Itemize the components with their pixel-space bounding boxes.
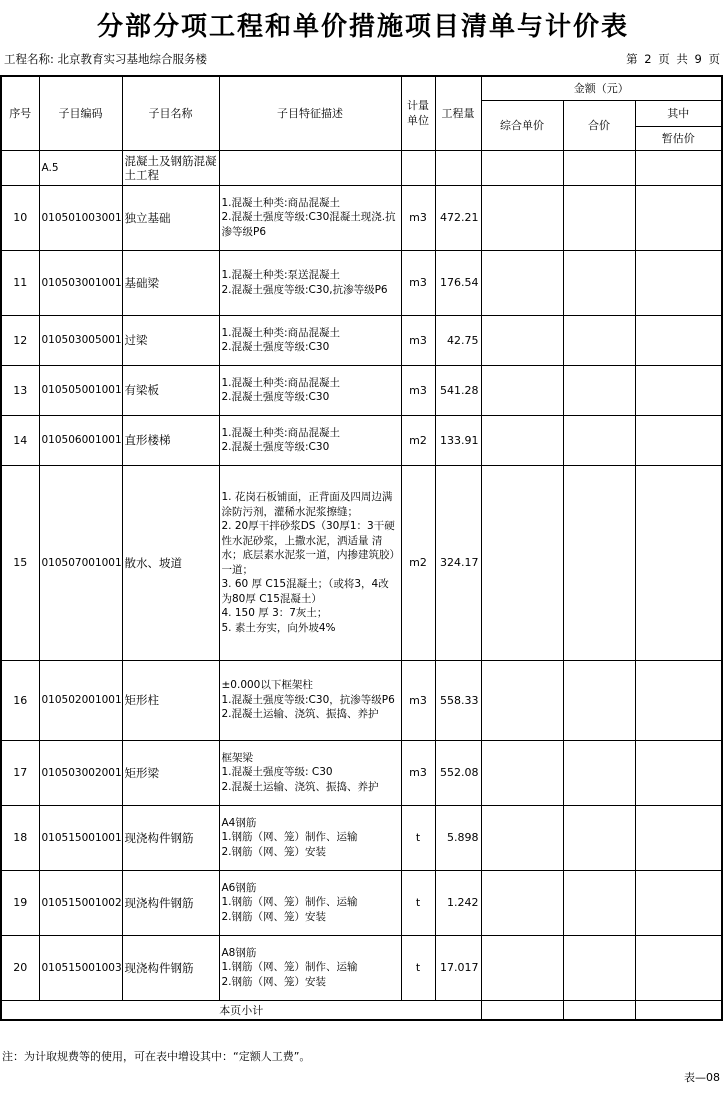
row-estimate bbox=[635, 465, 722, 660]
row-qty: 472.21 bbox=[435, 185, 481, 250]
row-seq: 15 bbox=[1, 465, 39, 660]
row-code: 010506001001 bbox=[39, 415, 122, 465]
table-row bbox=[1, 935, 722, 1000]
row-code: 010515001003 bbox=[39, 935, 122, 1000]
desc-line: 2.钢筋（网、笼）安装 bbox=[221, 845, 327, 858]
row-qty: 1.242 bbox=[435, 870, 481, 935]
section-code: A.5 bbox=[39, 150, 122, 185]
row-total bbox=[563, 250, 635, 315]
table-row bbox=[1, 870, 722, 935]
row-seq: 17 bbox=[1, 740, 39, 805]
desc-line: 1.混凝土种类:商品混凝土 bbox=[221, 376, 341, 389]
row-qty: 324.17 bbox=[435, 465, 481, 660]
desc-line: 2.混凝土强度等级:C30 bbox=[221, 391, 330, 403]
table-row bbox=[1, 660, 722, 740]
page-title: 分部分项工程和单价措施项目清单与计价表 bbox=[96, 12, 629, 42]
row-name: 直形楼梯 bbox=[122, 415, 219, 465]
header-code: 子目编码 bbox=[39, 76, 122, 150]
row-desc bbox=[219, 415, 401, 465]
desc-line: A8钢筋 bbox=[221, 946, 257, 959]
desc-line: 2.混凝土强度等级:C30 bbox=[221, 441, 330, 453]
row-seq: 14 bbox=[1, 415, 39, 465]
header-name: 子目名称 bbox=[122, 76, 219, 150]
row-code: 010503005001 bbox=[39, 315, 122, 365]
row-desc bbox=[219, 365, 401, 415]
row-desc bbox=[219, 315, 401, 365]
section-name: 混凝土及钢筋混凝土工程 bbox=[122, 150, 219, 185]
row-code: 010515001002 bbox=[39, 870, 122, 935]
desc-line: 2.混凝土运输、浇筑、振捣、养护 bbox=[221, 708, 379, 721]
table-cell bbox=[635, 150, 722, 185]
row-total bbox=[563, 465, 635, 660]
row-total bbox=[563, 870, 635, 935]
bill-table bbox=[0, 75, 723, 1021]
desc-line: 2.钢筋（网、笼）安装 bbox=[221, 910, 327, 923]
desc-line: 3. 60 厚 C15混凝土；（或将3，4改为80厚 C15混凝土） bbox=[221, 578, 389, 605]
desc-line: 1. 花岗石板铺面，正背面及四周边满涂防污剂，灌稀水泥浆擦缝； bbox=[221, 491, 393, 518]
table-row bbox=[1, 740, 722, 805]
desc-line: 1.混凝土种类:泵送混凝土 bbox=[221, 269, 341, 281]
desc-line: 2.混凝土强度等级:C30,抗渗等级P6 bbox=[221, 283, 388, 296]
row-unit: m2 bbox=[401, 415, 435, 465]
header-unit-price: 综合单价 bbox=[481, 100, 563, 150]
table-cell bbox=[1, 150, 39, 185]
desc-line: 2. 20厚干拌砂浆DS（30厚1：3干硬性水泥砂浆，上撒水泥，洒适量 清水；底层素水泥浆一道，内掺建筑胶）一道； bbox=[221, 520, 395, 576]
row-unit-price bbox=[481, 935, 563, 1000]
row-desc bbox=[219, 805, 401, 870]
row-name: 过梁 bbox=[122, 315, 219, 365]
table-cell bbox=[481, 1000, 563, 1020]
row-code: 010503001001 bbox=[39, 250, 122, 315]
row-code: 010515001001 bbox=[39, 805, 122, 870]
desc-line: 2.混凝土运输、浇筑、振捣、养护 bbox=[221, 780, 379, 793]
row-unit: m3 bbox=[401, 315, 435, 365]
row-total bbox=[563, 315, 635, 365]
table-cell bbox=[435, 150, 481, 185]
table-cell bbox=[635, 1000, 722, 1020]
row-unit-price bbox=[481, 660, 563, 740]
row-estimate bbox=[635, 870, 722, 935]
section-row bbox=[1, 150, 722, 185]
row-desc bbox=[219, 935, 401, 1000]
row-total bbox=[563, 365, 635, 415]
table-row bbox=[1, 465, 722, 660]
desc-line: 1.钢筋（网、笼）制作、运输 bbox=[221, 896, 358, 909]
row-unit: m3 bbox=[401, 660, 435, 740]
row-desc bbox=[219, 250, 401, 315]
row-total bbox=[563, 185, 635, 250]
row-desc bbox=[219, 660, 401, 740]
row-unit: m3 bbox=[401, 250, 435, 315]
row-name: 现浇构件钢筋 bbox=[122, 870, 219, 935]
subtotal-label: 本页小计 bbox=[1, 1000, 481, 1020]
row-unit: m3 bbox=[401, 365, 435, 415]
header-amount: 金额（元） bbox=[481, 76, 722, 100]
row-qty: 552.08 bbox=[435, 740, 481, 805]
desc-line: ±0.000以下框架柱 bbox=[221, 679, 313, 692]
table-row bbox=[1, 415, 722, 465]
row-unit-price bbox=[481, 185, 563, 250]
desc-line: 1.钢筋（网、笼）制作、运输 bbox=[221, 831, 358, 844]
table-cell bbox=[563, 150, 635, 185]
table-row bbox=[1, 365, 722, 415]
row-name: 矩形梁 bbox=[122, 740, 219, 805]
row-name: 独立基础 bbox=[122, 185, 219, 250]
row-qty: 42.75 bbox=[435, 315, 481, 365]
row-estimate bbox=[635, 660, 722, 740]
row-total bbox=[563, 660, 635, 740]
row-unit: t bbox=[401, 805, 435, 870]
table-cell bbox=[481, 150, 563, 185]
row-code: 010501003001 bbox=[39, 185, 122, 250]
desc-line: 1.混凝土种类:商品混凝土 bbox=[221, 426, 341, 439]
row-code: 010503002001 bbox=[39, 740, 122, 805]
row-name: 现浇构件钢筋 bbox=[122, 805, 219, 870]
row-name: 现浇构件钢筋 bbox=[122, 935, 219, 1000]
row-code: 010505001001 bbox=[39, 365, 122, 415]
row-desc bbox=[219, 740, 401, 805]
row-total bbox=[563, 935, 635, 1000]
desc-line: 1.混凝土强度等级:C30，抗渗等级P6 bbox=[221, 693, 395, 706]
row-estimate bbox=[635, 740, 722, 805]
desc-line: 5. 素土夯实，向外坡4% bbox=[221, 621, 336, 634]
row-total bbox=[563, 805, 635, 870]
table-row bbox=[1, 805, 722, 870]
row-desc bbox=[219, 465, 401, 660]
table-row bbox=[1, 185, 722, 250]
row-estimate bbox=[635, 805, 722, 870]
header-seq: 序号 bbox=[1, 76, 39, 150]
row-unit: m2 bbox=[401, 465, 435, 660]
row-seq: 11 bbox=[1, 250, 39, 315]
table-row bbox=[1, 250, 722, 315]
table-cell bbox=[401, 150, 435, 185]
row-seq: 20 bbox=[1, 935, 39, 1000]
table-cell bbox=[219, 150, 401, 185]
desc-line: 2.钢筋（网、笼）安装 bbox=[221, 975, 327, 988]
row-name: 基础梁 bbox=[122, 250, 219, 315]
row-seq: 18 bbox=[1, 805, 39, 870]
row-unit: m3 bbox=[401, 740, 435, 805]
header-qty: 工程量 bbox=[435, 76, 481, 150]
subtotal-row bbox=[1, 1000, 722, 1020]
row-unit-price bbox=[481, 465, 563, 660]
row-unit-price bbox=[481, 250, 563, 315]
desc-line: 1.混凝土种类:商品混凝土 bbox=[221, 196, 341, 209]
row-qty: 558.33 bbox=[435, 660, 481, 740]
header-total: 合价 bbox=[563, 100, 635, 150]
row-qty: 5.898 bbox=[435, 805, 481, 870]
row-estimate bbox=[635, 250, 722, 315]
row-unit: m3 bbox=[401, 185, 435, 250]
row-desc bbox=[219, 185, 401, 250]
row-seq: 12 bbox=[1, 315, 39, 365]
header-of-which: 其中 bbox=[635, 100, 722, 126]
desc-line: 1.混凝土强度等级: C30 bbox=[221, 766, 333, 779]
row-seq: 10 bbox=[1, 185, 39, 250]
row-unit: t bbox=[401, 935, 435, 1000]
table-cell bbox=[563, 1000, 635, 1020]
form-number: 表—08 bbox=[684, 1071, 720, 1084]
row-qty: 176.54 bbox=[435, 250, 481, 315]
row-code: 010502001001 bbox=[39, 660, 122, 740]
desc-line: 1.混凝土种类:商品混凝土 bbox=[221, 326, 341, 339]
page-info: 第 2 页 共 9 页 bbox=[626, 52, 720, 66]
row-unit-price bbox=[481, 315, 563, 365]
row-estimate bbox=[635, 185, 722, 250]
row-desc bbox=[219, 870, 401, 935]
row-seq: 19 bbox=[1, 870, 39, 935]
desc-line: 4. 150 厚 3：7灰土； bbox=[221, 607, 328, 619]
row-unit-price bbox=[481, 870, 563, 935]
row-unit-price bbox=[481, 740, 563, 805]
row-estimate bbox=[635, 935, 722, 1000]
desc-line: 2.混凝土强度等级:C30混凝土现浇.抗渗等级P6 bbox=[221, 211, 396, 238]
desc-line: 框架梁 bbox=[221, 751, 253, 764]
row-qty: 133.91 bbox=[435, 415, 481, 465]
header-unit: 计量单位 bbox=[401, 76, 435, 150]
row-qty: 541.28 bbox=[435, 365, 481, 415]
desc-line: 2.混凝土强度等级:C30 bbox=[221, 341, 330, 353]
row-unit-price bbox=[481, 415, 563, 465]
row-unit-price bbox=[481, 365, 563, 415]
row-name: 矩形柱 bbox=[122, 660, 219, 740]
row-unit-price bbox=[481, 805, 563, 870]
row-total bbox=[563, 740, 635, 805]
row-estimate bbox=[635, 415, 722, 465]
desc-line: 1.钢筋（网、笼）制作、运输 bbox=[221, 961, 358, 974]
row-seq: 16 bbox=[1, 660, 39, 740]
row-name: 有梁板 bbox=[122, 365, 219, 415]
row-unit: t bbox=[401, 870, 435, 935]
row-name: 散水、坡道 bbox=[122, 465, 219, 660]
header-estimate: 暂估价 bbox=[635, 126, 722, 150]
row-seq: 13 bbox=[1, 365, 39, 415]
row-total bbox=[563, 415, 635, 465]
table-row bbox=[1, 315, 722, 365]
row-estimate bbox=[635, 315, 722, 365]
desc-line: A4钢筋 bbox=[221, 816, 257, 829]
desc-line: A6钢筋 bbox=[221, 881, 257, 894]
project-name: 工程名称: 北京教育实习基地综合服务楼 bbox=[4, 52, 208, 66]
row-qty: 17.017 bbox=[435, 935, 481, 1000]
row-estimate bbox=[635, 365, 722, 415]
footnote: 注：为计取规费等的使用，可在表中增设其中：“定额人工费”。 bbox=[2, 1050, 311, 1063]
header-desc: 子目特征描述 bbox=[219, 76, 401, 150]
row-code: 010507001001 bbox=[39, 465, 122, 660]
